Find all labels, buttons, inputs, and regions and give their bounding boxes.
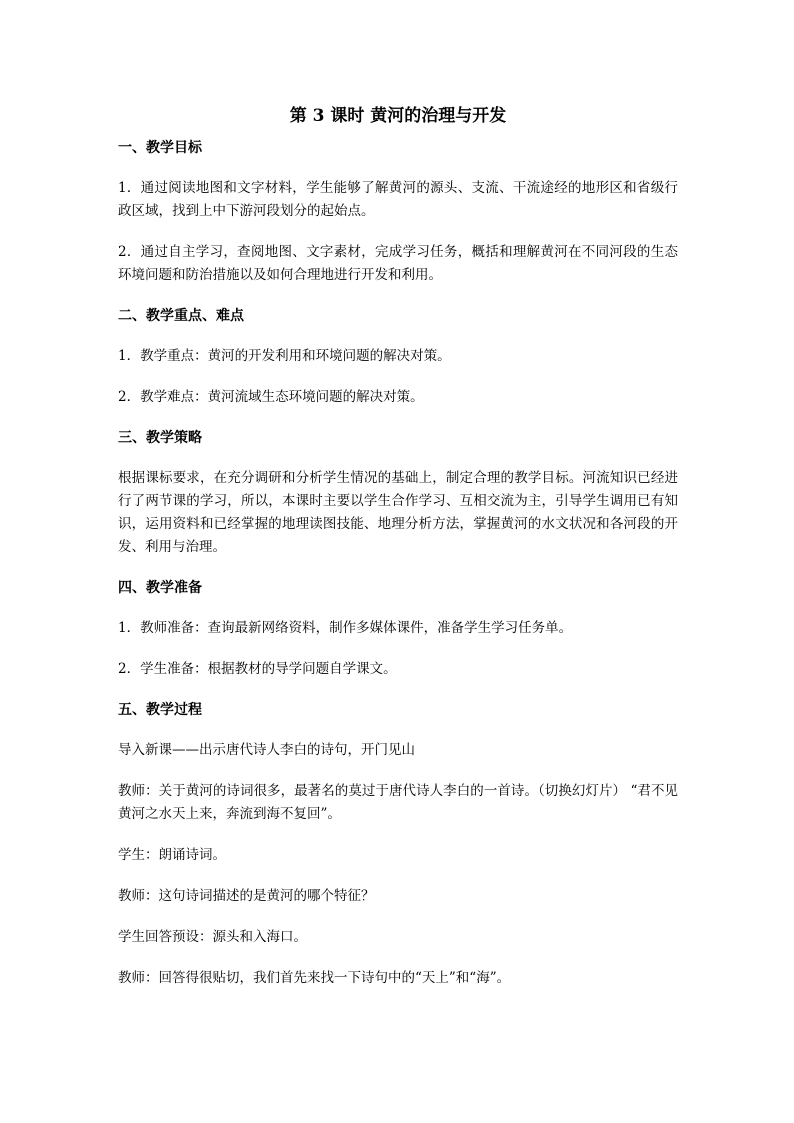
section-objectives [118,137,678,287]
section-preparation [118,577,678,681]
section-strategy [118,427,678,559]
section-heading: 四、教学准备 [118,580,202,596]
paragraph: 教师：回答得很贴切，我们首先来找一下诗句中的“天上”和“海”。 [118,970,511,986]
paragraph: 2．学生准备：根据教材的导学问题自学课文。 [118,661,397,677]
paragraph: 导入新课——出示唐代诗人李白的诗句，开门见山 [118,742,415,758]
document-title: 第 3 课时 黄河的治理与开发 [289,106,507,126]
document-body [118,103,678,1008]
section-process [118,699,678,990]
paragraph: 2．通过自主学习，查阅地图、文字素材，完成学习任务，概括和理解黄河在不同河段的生态环境问题和防治措施以及如何合理地进行开发和利用。 [118,244,678,283]
paragraph: 学生回答预设：源头和入海口。 [118,929,307,945]
paragraph: 教师：这句诗词描述的是黄河的哪个特征？ [118,888,375,904]
paragraph: 1．教学重点：黄河的开发利用和环境问题的解决对策。 [118,348,451,364]
paragraph: 1．通过阅读地图和文字材料，学生能够了解黄河的源头、支流、干流途经的地形区和省级行政区域，找到上中下游河段划分的起始点。 [118,180,678,219]
paragraph: 根据课标要求，在充分调研和分析学生情况的基础上，制定合理的教学目标。河流知识已经进行了两节课的学习，所以，本课时主要以学生合作学习、互相交流为主，引导学生调用已有知识，运用资料和已经掌握的地理读图技能、地理分析方法，掌握黄河的水文状况和各河段的开发、利用与治理。 [118,470,678,555]
section-heading: 五、教学过程 [118,702,202,718]
paragraph: 教师：关于黄河的诗词很多，最著名的莫过于唐代诗人李白的一首诗。（切换幻灯片） “君不见黄河之水天上来，奔流到海不复回”。 [118,783,678,822]
paragraph: 2．教学难点：黄河流域生态环境问题的解决对策。 [118,389,424,405]
section-heading: 三、教学策略 [118,430,202,446]
paragraph: 学生：朗诵诗词。 [118,847,226,863]
section-heading: 一、教学目标 [118,140,202,156]
section-key-points [118,305,678,409]
section-heading: 二、教学重点、难点 [118,308,244,324]
paragraph: 1．教师准备：查询最新网络资料，制作多媒体课件，准备学生学习任务单。 [118,620,573,636]
